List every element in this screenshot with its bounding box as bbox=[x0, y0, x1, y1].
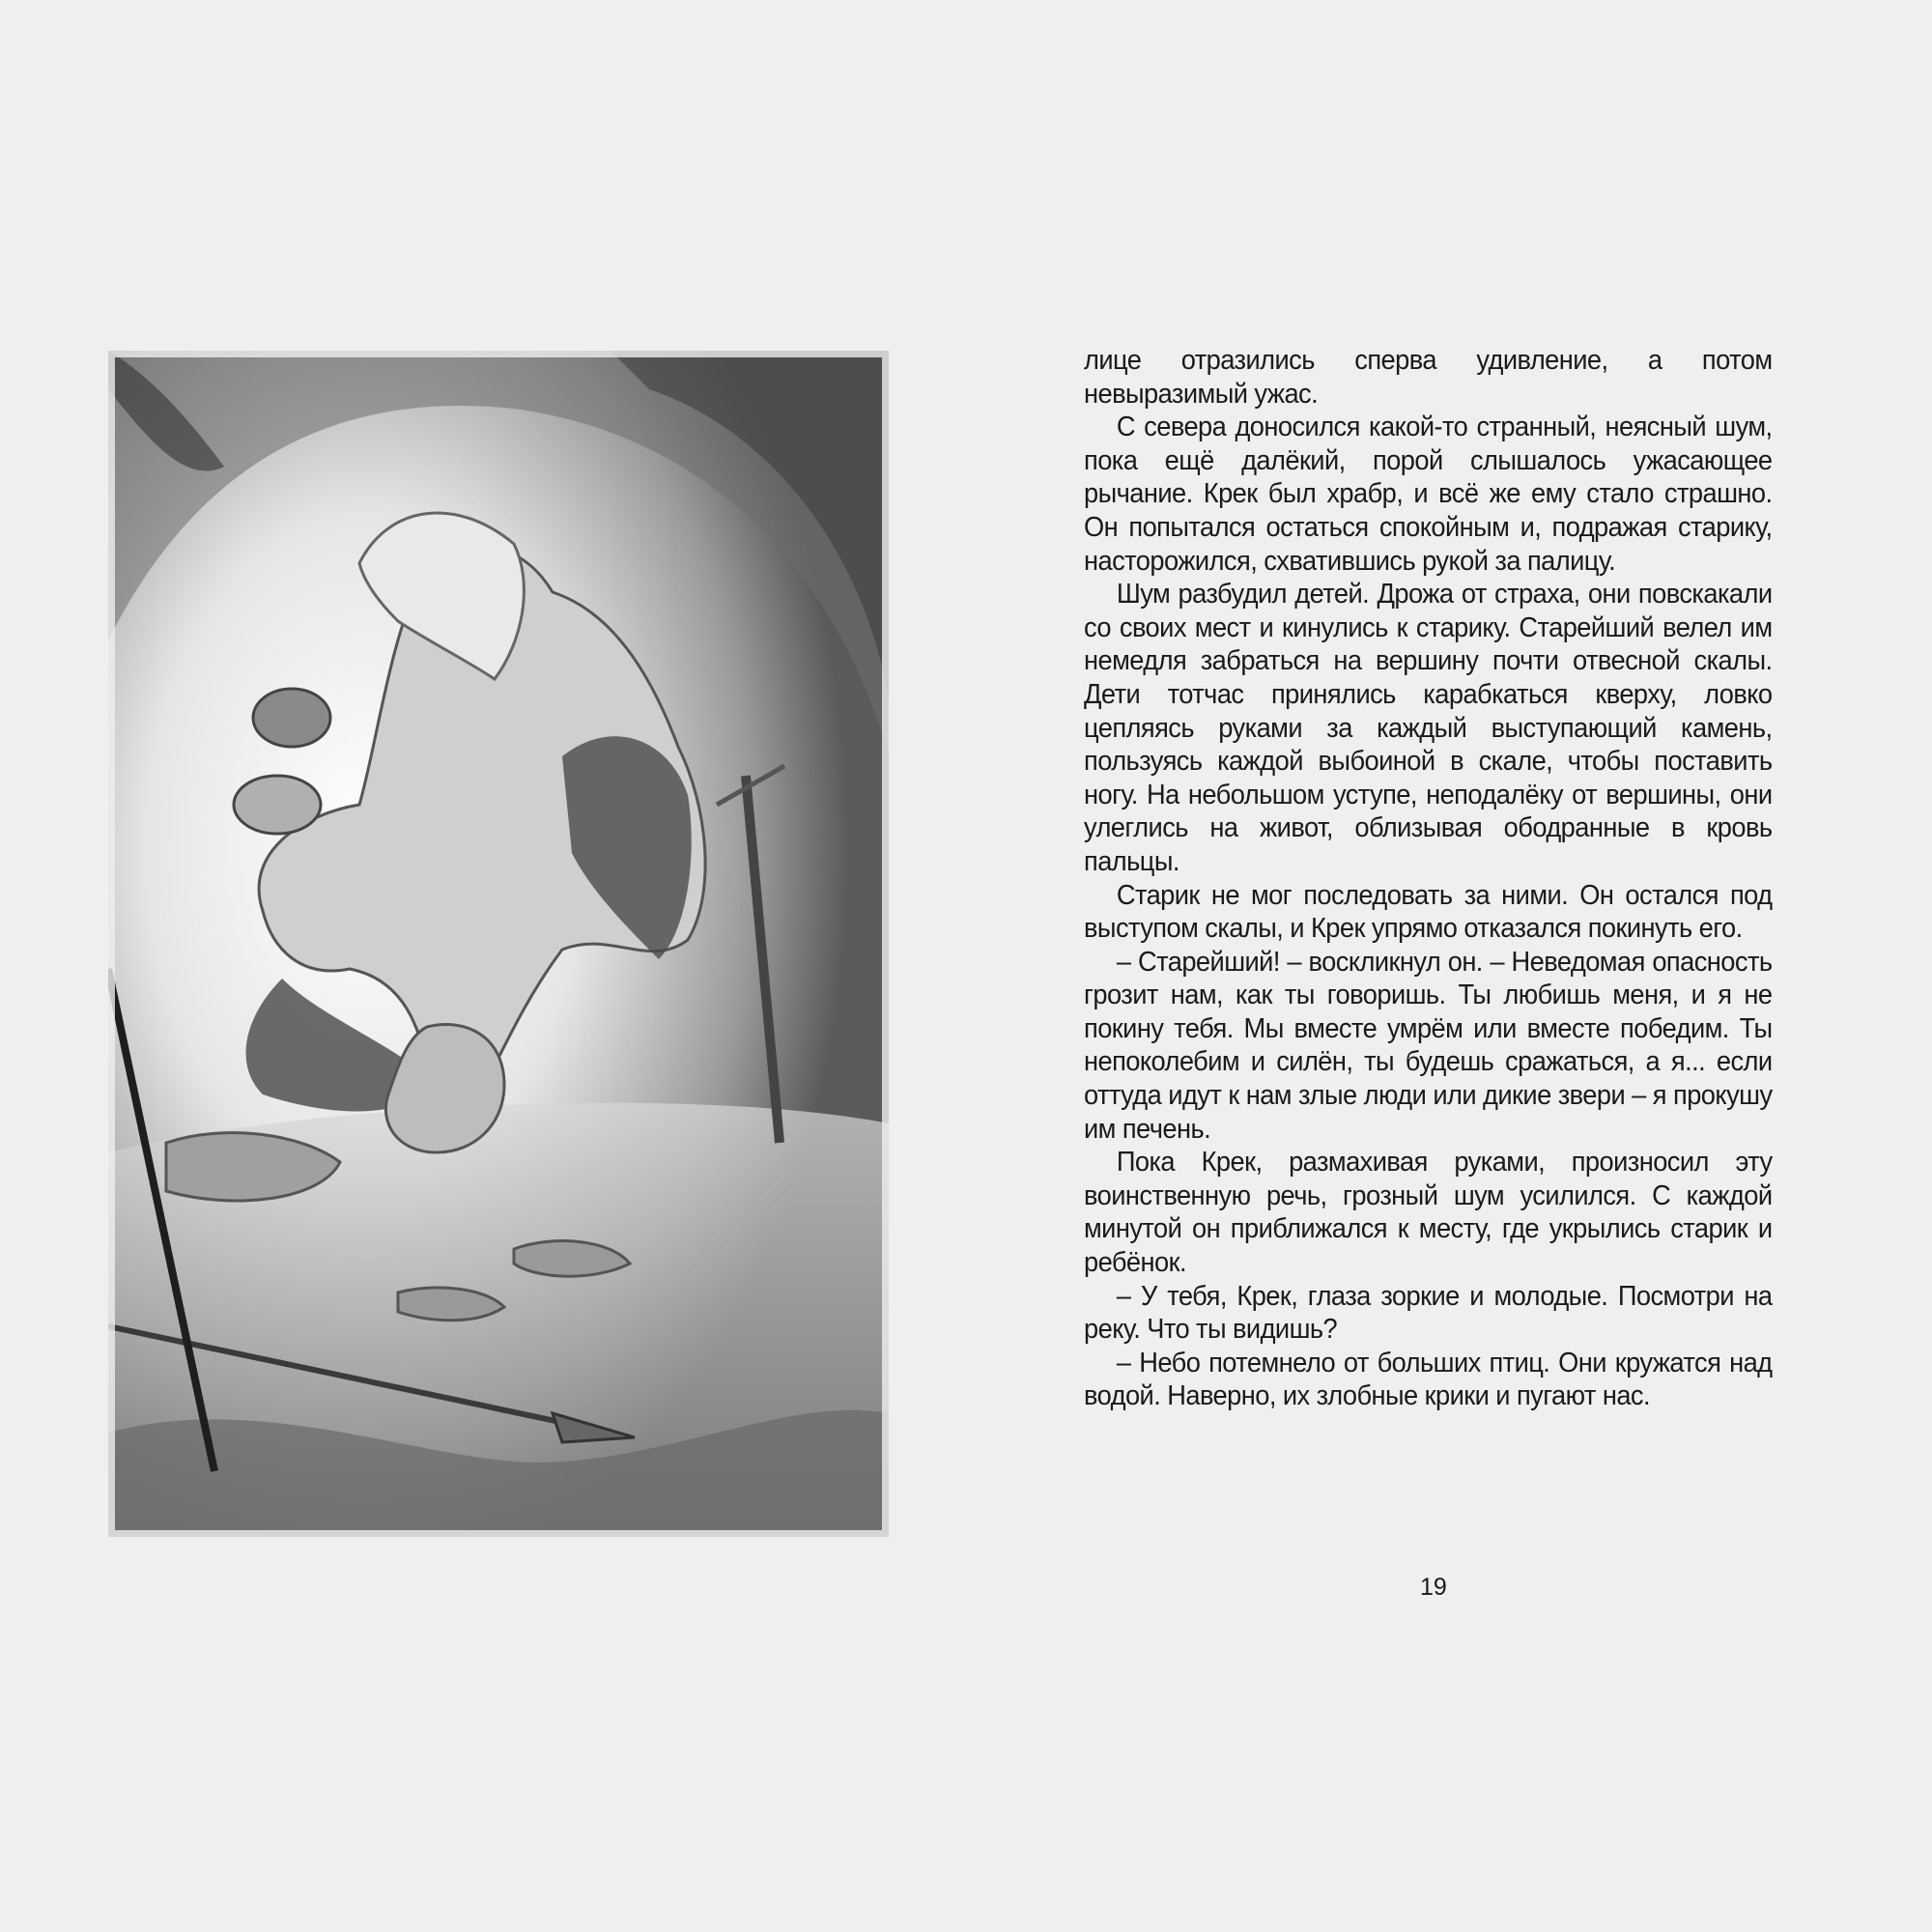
page-number: 19 bbox=[1420, 1574, 1447, 1601]
paragraph: – Небо потемнело от больших птиц. Они кружатся над водой. Наверно, их злобные крики и пугают нас. bbox=[1084, 1347, 1773, 1412]
paragraph: Старик не мог последовать за ними. Он остался под выступом скалы, и Крек упрямо отказался покинуть его. bbox=[1084, 879, 1773, 945]
paragraph: Шум разбудил детей. Дрожа от страха, они повскакали со своих мест и кинулись к старику. Старейший велел им немедля забраться на вершину почти отвесной скалы. Дети тотчас принялись карабкаться кверху, ловко цепляясь руками за каждый выступающий камень, пользуясь каждой выбоиной в скале, чтобы поставить ногу. На небольшом уступе, неподалёку от вершины, они улеглись на живот, облизывая ободранные в кровь пальцы. bbox=[1084, 579, 1773, 877]
paragraph: Пока Крек, размахивая руками, произносил эту воинственную речь, грозный шум усилился. С каждой минутой он приближался к месту, где укрылись старик и ребёнок. bbox=[1084, 1147, 1773, 1279]
paragraph: – У тебя, Крек, глаза зоркие и молодые. Посмотри на реку. Что ты видишь? bbox=[1084, 1280, 1773, 1346]
paragraph: – Старейший! – воскликнул он. – Неведомая опасность грозит нам, как ты говоришь. Ты любишь меня, и я не покину тебя. Мы вместе умрём или вместе победим. Ты непоколебим и силён, ты будешь сражаться, а я... если оттуда идут к нам злые люди или дикие звери – я прокушу им печень. bbox=[1084, 946, 1773, 1145]
text-column bbox=[1084, 344, 1773, 1413]
illustration bbox=[108, 351, 889, 1537]
paragraph: лице отразились сперва удивление, а потом невыразимый ужас. bbox=[1084, 345, 1773, 410]
illustration-image bbox=[108, 351, 889, 1537]
paragraph: С севера доносился какой-то странный, неясный шум, пока ещё далёкий, порой слышалось ужасающее рычание. Крек был храбр, и всё же ему стало страшно. Он попытался остаться спокойным и, подражая старику, насторожился, схватившись рукой за палицу. bbox=[1084, 412, 1773, 577]
